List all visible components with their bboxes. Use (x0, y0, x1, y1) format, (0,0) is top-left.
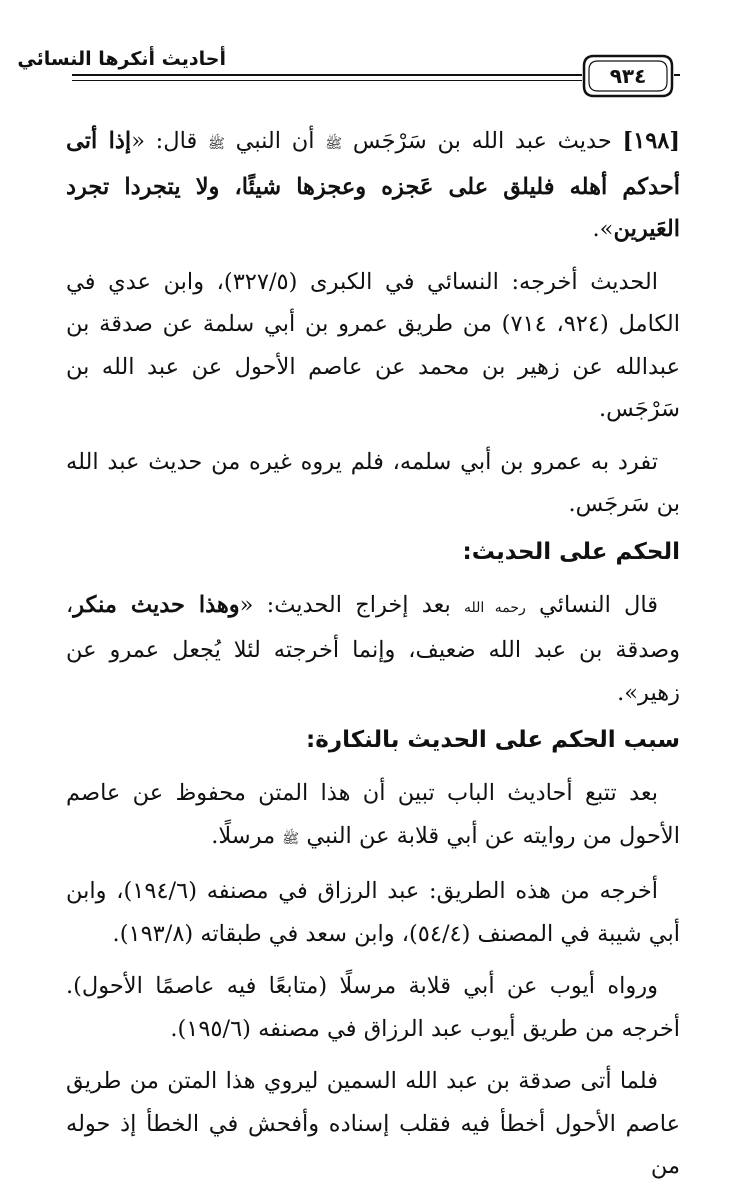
ruling-text-mid: بعد إخراج الحديث: « (239, 591, 464, 618)
honorific-mark: ﷺ (207, 136, 225, 152)
hadith-intro: حديث عبد الله بن سَرْجَس (342, 128, 623, 154)
ruling-paragraph (66, 584, 680, 715)
page-body (66, 120, 680, 1188)
hadith-mid: أن النبي (224, 128, 326, 154)
honorific-mark: رحمه الله (463, 599, 526, 616)
tafarrud-paragraph: تفرد به عمرو بن أبي سلمه، فلم يروه غيره من حديث عبد الله بن سَرجَس. (66, 448, 680, 517)
ruling-text-after: ، وصدقة بن عبد الله ضعيف، وإنما أخرجته لئلا يُجعل عمرو عن زهير». (66, 591, 680, 706)
hadith-matn: إذا أتى أحدكم أهله فليلق على عَجزه وعجزها شيئًا، ولا يتجردا تجرد العَيرين (66, 128, 680, 242)
hadith-qala: قال: « (131, 128, 208, 154)
takhrij-paragraph: الحديث أخرجه: النسائي في الكبرى (٣٢٧/٥)، وابن عدي في الكامل (٩٢٤، ٧١٤) من طريق عمرو بن أبي سلمة عن صدقة بن عبدالله عن زهير بن محمد عن عاصم الأحول عن عبد الله بن سَرْجَس. (66, 268, 680, 422)
header-rule-right (674, 74, 680, 76)
reason-paragraph-3: ورواه أيوب عن أبي قلابة مرسلًا (متابعًا فيه عاصمًا الأحول). أخرجه من طريق أيوب عبد الرزاق في مصنفه (١٩٥/٦). (66, 973, 680, 1042)
page-number: ٩٣٤ (609, 64, 647, 88)
header-rule-thin (72, 80, 582, 81)
honorific-mark: ﷺ (325, 136, 343, 152)
reason-paragraph-1 (66, 772, 680, 860)
ruling-text-before: قال النسائي (525, 591, 659, 618)
header-rule (72, 74, 582, 76)
reason-text-b: مرسلًا. (211, 822, 283, 849)
running-title: أحاديث أنكرها النسائي (17, 48, 226, 70)
hadith-number: [١٩٨] (622, 128, 681, 154)
reason-heading: سبب الحكم على الحديث بالنكارة: (306, 727, 680, 753)
honorific-mark: ﷺ (282, 830, 300, 847)
hadith-close: ». (592, 216, 614, 242)
ruling-quote: وهذا حديث منكر (73, 591, 240, 618)
hadith-paragraph (66, 120, 680, 251)
reason-paragraph-4: فلما أتى صدقة بن عبد الله السمين ليروي هذا المتن من طريق عاصم الأحول أخطأ فيه فقلب إسناده وأفحش في الخطأ إذ حوله من (66, 1068, 680, 1179)
ruling-heading: الحكم على الحديث: (462, 538, 680, 565)
reason-text-a: بعد تتبع أحاديث الباب تبين أن هذا المتن محفوظ عن عاصم الأحول من روايته عن أبي قلابة عن النبي (66, 780, 680, 849)
reason-paragraph-2: أخرجه من هذه الطريق: عبد الرزاق في مصنفه (١٩٤/٦)، وابن أبي شيبة في المصنف (٥٤/٤)، وابن سعد في طبقاته (١٩٣/٨). (66, 878, 680, 947)
page-number-frame (580, 52, 676, 100)
